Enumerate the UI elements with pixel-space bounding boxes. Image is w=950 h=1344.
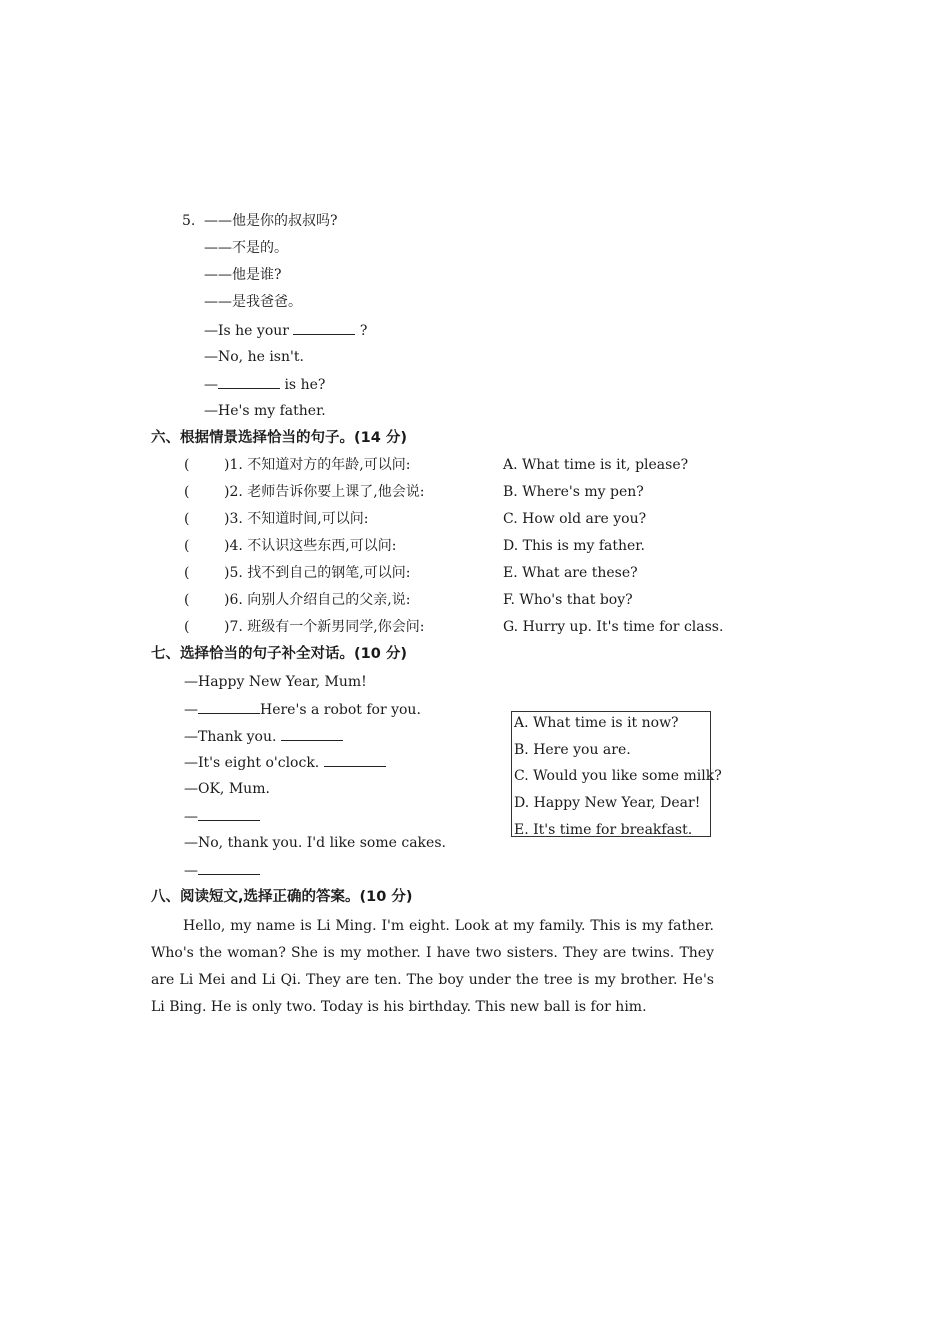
q5-zh-line-3: ——他是谁? [204, 267, 282, 283]
item-text: 不认识这些东西,可以问: [247, 538, 397, 554]
q5-blank-2[interactable] [218, 374, 280, 389]
section6-item-2 [184, 482, 424, 502]
section7-line-1: —Happy New Year, Mum! [184, 674, 367, 690]
section6-item-7 [184, 617, 424, 637]
section7-blank-4[interactable] [198, 806, 260, 821]
section6-item-1 [184, 455, 410, 475]
section7-options-box [511, 711, 722, 838]
section7-line-5: —OK, Mum. [184, 781, 270, 797]
reading-passage: Hello, my name is Li Ming. I'm eight. Look at my family. This is my father. Who's the woman? She is my mother. I have two sisters. They are twins. They are Li Mei and Li Qi. They are ten. The boy under the tree is my brother. He's Li Bing. He is only two. Today is his birthday. This new ball is for him. [151, 918, 714, 1015]
section6-option-c: C. How old are you? [503, 511, 647, 527]
section6-item-6 [184, 590, 410, 610]
item-number: )3. [224, 511, 243, 527]
item-text: 找不到自己的钢笔,可以问: [247, 565, 411, 581]
section6-title: 六、根据情景选择恰当的句子。(14 分) [151, 430, 407, 446]
q5-en-line-1 [204, 320, 367, 341]
section7-line-3 [184, 726, 343, 747]
section7-option-d: D. Happy New Year, Dear! [514, 795, 701, 811]
q5-blank-1[interactable] [293, 320, 355, 335]
section6-option-e: E. What are these? [503, 565, 638, 581]
q5-zh-line-1: ——他是你的叔叔吗? [204, 213, 338, 229]
answer-paren[interactable]: ( [184, 592, 190, 608]
q5-en1-pre: —Is he your [204, 323, 289, 339]
section7-line-2 [184, 699, 421, 720]
section6-item-5 [184, 563, 410, 583]
answer-paren[interactable]: ( [184, 565, 190, 581]
item-number: )1. [224, 457, 243, 473]
section7-blank-1[interactable] [198, 699, 260, 714]
q5-en3-pre: — [204, 377, 218, 393]
q5-en-line-3 [204, 374, 325, 395]
section7-blank-2[interactable] [281, 726, 343, 741]
section7-line-7: —No, thank you. I'd like some cakes. [184, 835, 446, 851]
item-number: )5. [224, 565, 243, 581]
section7-option-c: C. Would you like some milk? [514, 768, 722, 784]
q5-number: 5. [182, 213, 196, 229]
item-text: 向别人介绍自己的父亲,说: [247, 592, 411, 608]
item-number: )2. [224, 484, 243, 500]
dash: — [184, 809, 198, 825]
section6-item-3 [184, 509, 368, 529]
section7-option-a: A. What time is it now? [514, 715, 679, 731]
section6-option-d: D. This is my father. [503, 538, 645, 554]
section8-title: 八、阅读短文,选择正确的答案。(10 分) [151, 889, 413, 905]
item-number: )4. [224, 538, 243, 554]
item-text: 不知道时间,可以问: [247, 511, 369, 527]
q5-zh-line-4: ——是我爸爸。 [204, 294, 302, 310]
q5-en1-post: ? [359, 323, 368, 339]
section7-line-6 [184, 806, 260, 827]
section7-option-b: B. Here you are. [514, 742, 631, 758]
section6-option-g: G. Hurry up. It's time for class. [503, 619, 724, 635]
item-number: )6. [224, 592, 243, 608]
section7-blank-3[interactable] [324, 752, 386, 767]
answer-paren[interactable]: ( [184, 511, 190, 527]
answer-paren[interactable]: ( [184, 457, 190, 473]
section7-blank-5[interactable] [198, 860, 260, 875]
q5-zh-line-2: ——不是的。 [204, 240, 288, 256]
q5-en-line-4: —He's my father. [204, 403, 326, 419]
q5-en3-post: is he? [284, 377, 326, 393]
line2-text: Here's a robot for you. [260, 702, 421, 718]
answer-paren[interactable]: ( [184, 619, 190, 635]
dash: — [184, 863, 198, 879]
item-text: 不知道对方的年龄,可以问: [247, 457, 411, 473]
section7-option-e: E. It's time for breakfast. [514, 822, 693, 838]
line3-text: —Thank you. [184, 729, 277, 745]
answer-paren[interactable]: ( [184, 538, 190, 554]
section6-option-a: A. What time is it, please? [503, 457, 689, 473]
answer-paren[interactable]: ( [184, 484, 190, 500]
section7-title: 七、选择恰当的句子补全对话。(10 分) [151, 646, 407, 662]
dash: — [184, 702, 198, 718]
item-text: 班级有一个新男同学,你会问: [247, 619, 425, 635]
section7-line-8 [184, 860, 260, 881]
section7-line-4 [184, 752, 386, 773]
section6-item-4 [184, 536, 396, 556]
item-text: 老师告诉你要上课了,他会说: [247, 484, 425, 500]
item-number: )7. [224, 619, 243, 635]
section6-option-f: F. Who's that boy? [503, 592, 633, 608]
section6-option-b: B. Where's my pen? [503, 484, 644, 500]
q5-en-line-2: —No, he isn't. [204, 349, 304, 365]
line4-text: —It's eight o'clock. [184, 755, 320, 771]
